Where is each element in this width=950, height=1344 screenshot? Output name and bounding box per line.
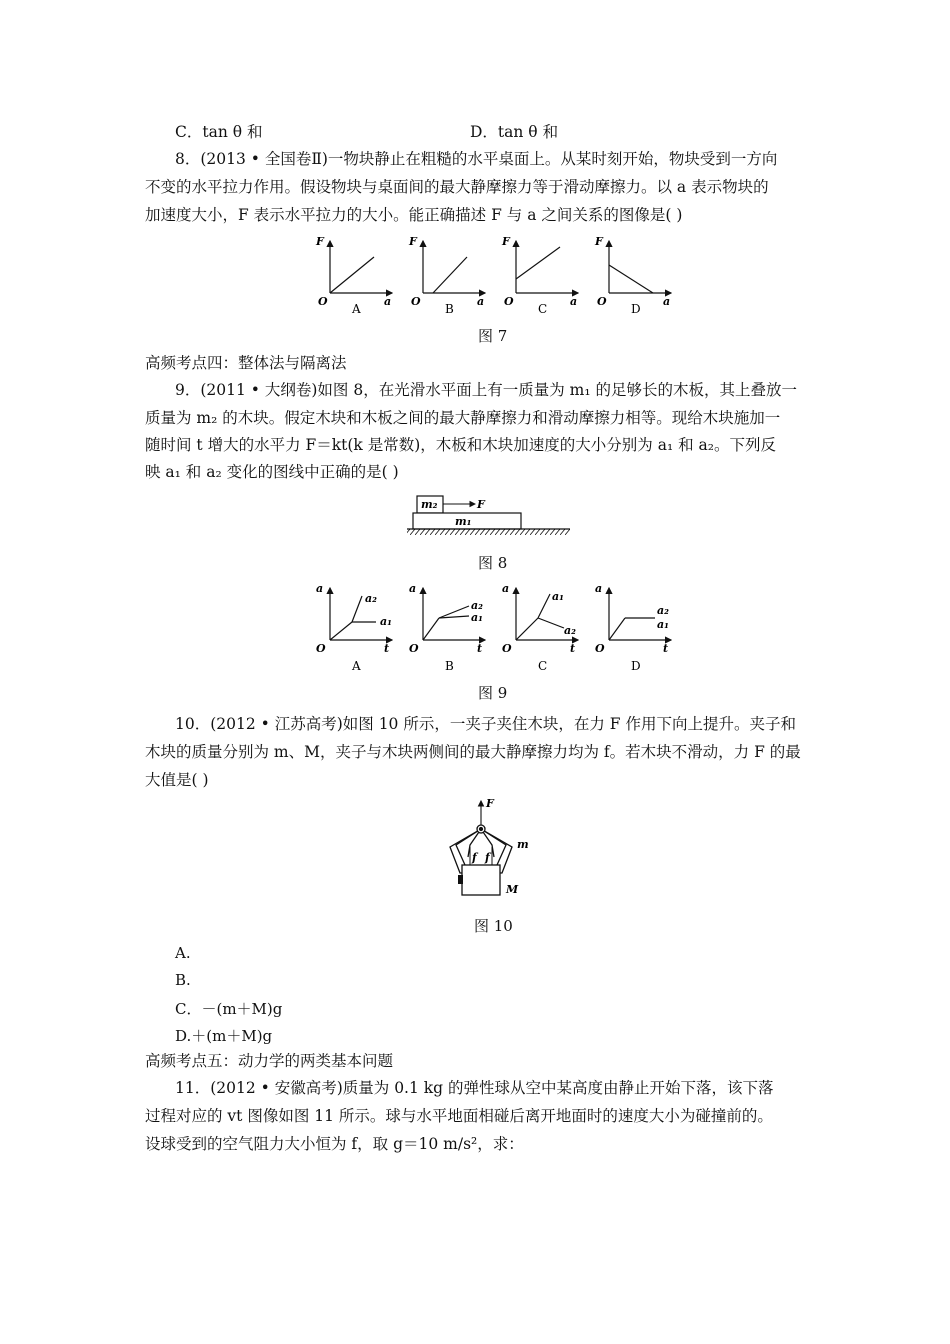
figure-7 <box>310 235 690 315</box>
fig10-label-f-left: f <box>472 851 477 864</box>
fig7-graph-c <box>501 235 578 316</box>
q8-line-1: 8．(2013 • 全国卷Ⅱ)一物块静止在粗糙的水平桌面上。从某时刻开始，物块受到一方向 <box>175 150 778 168</box>
q9-line-3: 随时间 t 增大的水平力 F＝kt(k 是常数)，木板和木块加速度的大小分别为 a₁ 和 a₂。下列反 <box>145 436 776 454</box>
fig9-d-ylabel: a <box>595 582 603 595</box>
fig7-c-origin: O <box>504 295 514 308</box>
q9-line-4: 映 a₁ 和 a₂ 变化的图线中正确的是( ) <box>145 463 399 481</box>
q11-line-3: 设球受到的空气阻力大小恒为 f，取 g＝10 m/s²，求： <box>145 1135 524 1153</box>
fig9-graph-d <box>595 582 671 673</box>
q9-line-1: 9．(2011 • 大纲卷)如图 8，在光滑水平面上有一质量为 m₁ 的足够长的木板，其上叠放一 <box>175 381 797 399</box>
fig10-label-bigm: M <box>506 883 519 896</box>
fig9-d-origin: O <box>595 642 605 655</box>
fig9-graph-b <box>409 582 485 673</box>
fig9-label-d: D <box>631 659 641 673</box>
fig9-d-curve2: a₁ <box>657 618 669 631</box>
fig9-d-curve1: a₂ <box>657 604 669 617</box>
q10-line-1: 10．(2012 • 江苏高考)如图 10 所示，一夹子夹住木块，在力 F 作用下向上提升。夹子和 <box>175 715 796 733</box>
fig9-c-curve2: a₂ <box>564 624 576 637</box>
fig9-a-xlabel: t <box>384 642 390 655</box>
q10-line-3: 大值是( ) <box>145 771 209 789</box>
fig9-graph-c <box>502 582 578 673</box>
figure-9 <box>310 582 690 672</box>
q11-line-1: 11．(2012 • 安徽高考)质量为 0.1 kg 的弹性球从空中某高度由静止开始下落，该下落 <box>175 1079 774 1097</box>
fig7-c-xlabel: a <box>570 295 578 308</box>
fig9-a-curve1: a₂ <box>365 592 377 605</box>
fig10-label-f-right: f <box>485 851 490 864</box>
fig9-b-curve2: a₁ <box>471 611 483 624</box>
fig9-c-ylabel: a <box>502 582 510 595</box>
fig7-b-xlabel: a <box>477 295 485 308</box>
fig7-graph-b <box>408 235 485 316</box>
fig7-label-b: B <box>445 302 454 316</box>
figure-10 <box>440 795 560 905</box>
fig10-caption: 图 10 <box>474 917 513 935</box>
section-4-heading: 高频考点四：整体法与隔离法 <box>145 354 347 372</box>
fig10-label-m: m <box>517 838 529 851</box>
fig9-b-xlabel: t <box>477 642 483 655</box>
q9-line-2: 质量为 m₂ 的木块。假定木块和木板之间的最大静摩擦力和滑动摩擦力相等。现给木块施加一 <box>145 409 781 427</box>
q10-option-b: B. <box>175 971 191 989</box>
q8-line-2: 不变的水平拉力作用。假设物块与桌面间的最大静摩擦力等于滑动摩擦力。以 a 表示物块的 <box>145 178 769 196</box>
fig7-a-origin: O <box>318 295 328 308</box>
fig8-ground-hatch <box>407 529 570 535</box>
q8-line-3: 加速度大小，F 表示水平拉力的大小。能正确描述 F 与 a 之间关系的图像是( ) <box>145 206 683 224</box>
fig8-label-m2: m₂ <box>421 498 438 511</box>
q11-line-2: 过程对应的 vt 图像如图 11 所示。球与水平地面相碰后离开地面时的速度大小为碰撞前的。 <box>145 1107 773 1125</box>
fig7-b-origin: O <box>411 295 421 308</box>
fig9-d-xlabel: t <box>663 642 669 655</box>
fig8-caption: 图 8 <box>478 554 508 572</box>
fig7-graph-d <box>594 235 671 316</box>
section-5-heading: 高频考点五：动力学的两类基本问题 <box>145 1052 394 1070</box>
fig8-label-m1: m₁ <box>455 515 472 528</box>
fig9-caption: 图 9 <box>478 684 508 702</box>
q10-option-c: C．－(m＋M)g <box>175 1000 283 1018</box>
q10-option-a: A. <box>175 944 191 962</box>
fig9-c-xlabel: t <box>570 642 576 655</box>
fig7-caption: 图 7 <box>478 327 508 345</box>
fig9-label-b: B <box>445 659 454 673</box>
fig9-c-origin: O <box>502 642 512 655</box>
fig9-a-curve2: a₁ <box>380 615 392 628</box>
fig9-a-ylabel: a <box>316 582 324 595</box>
fig9-c-curve1: a₁ <box>552 590 564 603</box>
fig7-d-ylabel: F <box>595 235 603 248</box>
fig7-label-d: D <box>631 302 641 316</box>
fig9-graph-a <box>316 582 392 673</box>
fig7-b-ylabel: F <box>409 235 417 248</box>
fig9-a-origin: O <box>316 642 326 655</box>
fig7-c-ylabel: F <box>502 235 510 248</box>
fig7-d-xlabel: a <box>663 295 671 308</box>
figure-8 <box>405 493 575 543</box>
fig7-label-c: C <box>538 302 548 316</box>
option-d-q7: D．tan θ 和 <box>470 123 559 141</box>
fig7-a-xlabel: a <box>384 295 392 308</box>
fig9-label-a: A <box>352 659 361 673</box>
fig9-label-c: C <box>538 659 548 673</box>
fig7-graph-a <box>315 235 392 316</box>
q10-line-2: 木块的质量分别为 m、M，夹子与木块两侧间的最大静摩擦力均为 f。若木块不滑动，力 F 的最 <box>145 743 801 761</box>
fig10-block-m <box>462 865 500 895</box>
fig7-a-ylabel: F <box>316 235 324 248</box>
option-c-q7: C．tan θ 和 <box>175 123 263 141</box>
fig7-d-origin: O <box>597 295 607 308</box>
q10-option-d: D.＋(m＋M)g <box>175 1027 273 1045</box>
fig8-label-f: F <box>477 498 485 511</box>
fig10-label-f-force: F <box>486 797 494 810</box>
fig9-b-curve1: a₂ <box>471 599 483 612</box>
fig9-b-origin: O <box>409 642 419 655</box>
fig9-b-ylabel: a <box>409 582 417 595</box>
fig7-label-a: A <box>352 302 361 316</box>
